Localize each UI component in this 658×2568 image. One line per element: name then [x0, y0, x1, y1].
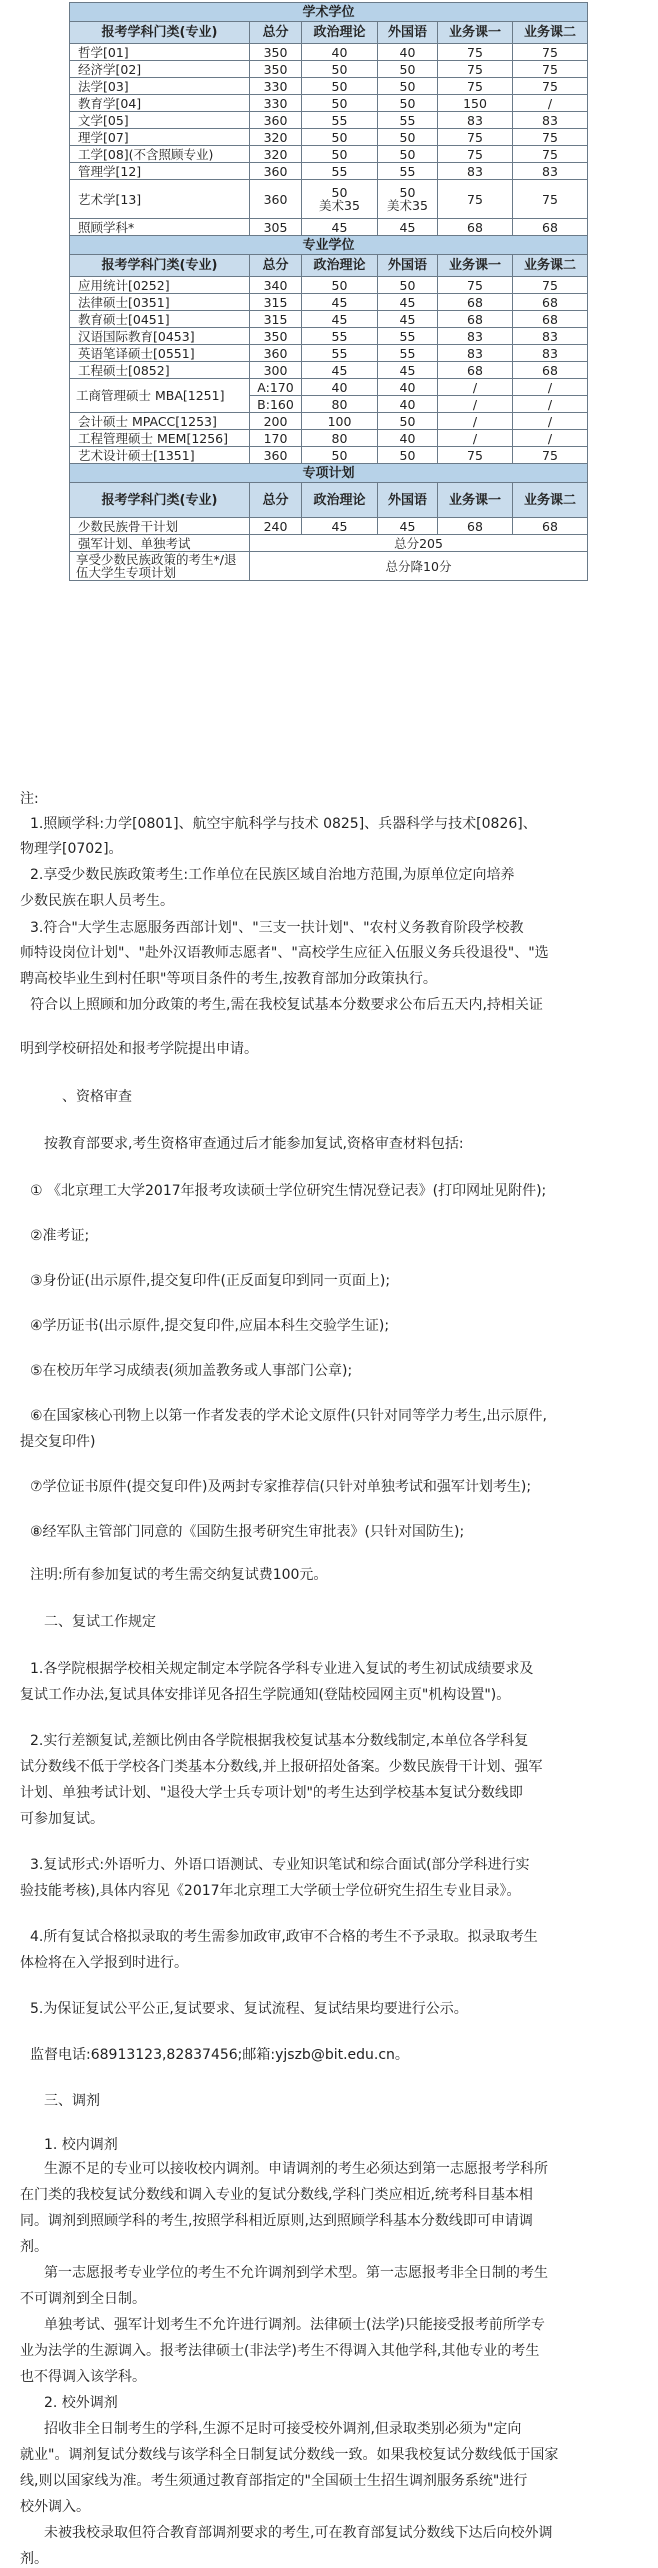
row-category-cell: 法学[03]: [70, 78, 250, 95]
text-line: ③身份证(出示原件,提交复印件(正反面复印到同一页面上);: [30, 1273, 391, 1289]
row-value-cell: 55: [302, 163, 378, 180]
row-category-cell: 工程硕士[0852]: [70, 362, 250, 379]
row-value-cell: 40: [302, 44, 378, 61]
text-line: 业为法学的生源调入。报考法律硕士(非法学)考生不得调入其他学科,其他专业的考生: [20, 2343, 540, 2359]
text-line: 注明:所有参加复试的考生需交纳复试费100元。: [30, 1567, 328, 1583]
row-value-cell: 83: [438, 345, 513, 362]
text-line: 按教育部要求,考生资格审查通过后才能参加复试,资格审查材料包括:: [44, 1136, 464, 1152]
row-value-cell: 75: [513, 129, 588, 146]
row-value-cell: 45: [378, 294, 438, 311]
row-value-cell: 50: [378, 447, 438, 464]
row-value-cell: 50: [378, 146, 438, 163]
text-line: 就业"。调剂复试分数线与该学科全日制复试分数线一致。如果我校复试分数线低于国家: [20, 2447, 559, 2463]
row-value-cell: 75: [513, 78, 588, 95]
row-value-cell: /: [438, 430, 513, 447]
row-value-cell: 360: [250, 345, 302, 362]
table-row: [70, 345, 588, 362]
table-header-row: [70, 483, 588, 518]
row-value-cell: 360: [250, 163, 302, 180]
row-category-cell: 工程管理硕士 MEM[1256]: [70, 430, 250, 447]
text-line: 验技能考核),具体内容见《2017年北京理工大学硕士学位研究生招生专业目录》。: [20, 1883, 521, 1899]
header-cell-course1: 业务课一: [438, 483, 513, 518]
row-value-cell: 75: [438, 44, 513, 61]
row-value-cell: 330: [250, 78, 302, 95]
table-row: [70, 447, 588, 464]
header-cell-total: 总分: [250, 22, 302, 44]
header-cell-total: 总分: [250, 483, 302, 518]
row-category-cell: 汉语国际教育[0453]: [70, 328, 250, 345]
row-value-cell: 340: [250, 277, 302, 294]
text-line: 复试工作办法,复试具体安排详见各招生学院通知(登陆校园网主页"机构设置")。: [20, 1687, 511, 1703]
row-value-cell: 68: [513, 518, 588, 535]
row-value-cell: 55: [378, 163, 438, 180]
row-value-cell: 50: [302, 95, 378, 112]
text-line: 计划、单独考试计划、"退役大学士兵专项计划"的考生达到学校基本复试分数线即: [20, 1785, 523, 1801]
text-line: ⑧经军队主管部门同意的《国防生报考研究生审批表》(只针对国防生);: [30, 1524, 465, 1540]
row-category-cell: 艺术学[13]: [70, 180, 250, 219]
header-cell-politics: 政治理论: [302, 483, 378, 518]
header-cell-total: 总分: [250, 255, 302, 277]
row-category-cell: 工商管理硕士 MBA[1251]: [70, 379, 250, 413]
text-line: 3.复试形式:外语听力、外语口语测试、专业知识笔试和综合面试(部分学科进行实: [30, 1857, 530, 1873]
row-value-cell: 83: [513, 163, 588, 180]
table-header-row: [70, 255, 588, 277]
row-value-cell: 50: [378, 413, 438, 430]
text-line: 在门类的我校复试分数线和调入专业的复试分数线,学科门类应相近,统考科目基本相: [20, 2187, 533, 2203]
text-line: 也不得调入该学科。: [20, 2369, 146, 2385]
row-value-cell: 75: [513, 61, 588, 78]
row-value-cell: 50: [302, 61, 378, 78]
text-line: 剂。: [20, 2551, 48, 2567]
text-line: 未被我校录取但符合教育部调剂要求的考生,可在教育部复试分数线下达后向校外调: [44, 2525, 553, 2541]
row-value-cell: /: [513, 430, 588, 447]
row-value-cell: 100: [302, 413, 378, 430]
header-cell-foreign: 外国语: [378, 22, 438, 44]
text-line: 聘高校毕业生到村任职"等项目条件的考生,按教育部加分政策执行。: [20, 971, 437, 987]
row-value-cell: 45: [378, 311, 438, 328]
row-value-cell: 50: [378, 129, 438, 146]
row-category-cell: 享受少数民族政策的考生*/退伍大学生专项计划: [70, 552, 250, 581]
row-value-cell: 360: [250, 180, 302, 219]
table-row: [70, 78, 588, 95]
table-row: [70, 219, 588, 236]
table-row: [70, 112, 588, 129]
row-value-cell: 170: [250, 430, 302, 447]
row-value-cell: 80: [302, 396, 378, 413]
row-category-cell: 教育学[04]: [70, 95, 250, 112]
row-value-cell: 55: [378, 112, 438, 129]
header-cell-course2: 业务课二: [513, 483, 588, 518]
row-value-cell: 350: [250, 44, 302, 61]
text-line: 1.各学院根据学校相关规定制定本学院各学科专业进入复试的考生初试成绩要求及: [30, 1661, 534, 1677]
row-value-cell: 75: [513, 180, 588, 219]
row-value-cell: 68: [513, 311, 588, 328]
row-value-cell: 40: [378, 379, 438, 396]
score-requirements-table: [69, 2, 588, 581]
row-value-cell: 55: [378, 345, 438, 362]
text-line: 不可调剂到全日制。: [20, 2291, 146, 2307]
row-value-cell: 50 美术35: [378, 180, 438, 219]
row-value-cell: 68: [438, 362, 513, 379]
row-category-cell: 文学[05]: [70, 112, 250, 129]
row-value-cell: 68: [513, 219, 588, 236]
row-value-cell: 240: [250, 518, 302, 535]
text-line: 生源不足的专业可以接收校内调剂。申请调剂的考生必须达到第一志愿报考学科所: [44, 2161, 548, 2177]
score-table-container: [69, 2, 587, 581]
text-line: 师特设岗位计划"、"赴外汉语教师志愿者"、"高校学生应征入伍服义务兵役退役"、"选: [20, 945, 549, 961]
text-line: 二、复试工作规定: [44, 1614, 156, 1630]
row-category-cell: 法律硕士[0351]: [70, 294, 250, 311]
header-cell-foreign: 外国语: [378, 255, 438, 277]
row-value-cell: 75: [438, 61, 513, 78]
row-value-cell: 75: [438, 277, 513, 294]
row-category-cell: 应用统计[0252]: [70, 277, 250, 294]
row-value-cell: 68: [438, 294, 513, 311]
row-value-cell: /: [513, 95, 588, 112]
table-row: [70, 163, 588, 180]
section-professional: [70, 236, 588, 255]
text-line: 明到学校研招处和报考学院提出申请。: [20, 1041, 258, 1057]
table-row: [70, 294, 588, 311]
row-value-cell: 75: [438, 447, 513, 464]
table-row: [70, 146, 588, 163]
row-value-cell: 45: [302, 294, 378, 311]
row-value-cell: /: [513, 379, 588, 396]
section-title: 专项计划: [70, 464, 588, 483]
row-category-cell: 工学[08](不含照顾专业): [70, 146, 250, 163]
row-value-cell: 55: [378, 328, 438, 345]
header-cell-course1: 业务课一: [438, 255, 513, 277]
row-value-cell: 320: [250, 129, 302, 146]
row-value-cell: 360: [250, 447, 302, 464]
row-value-cell: 68: [438, 311, 513, 328]
text-line: 校外调入。: [20, 2499, 90, 2515]
text-line: 体检将在入学报到时进行。: [20, 1955, 188, 1971]
text-line: 提交复印件): [20, 1434, 96, 1450]
table-row: [70, 180, 588, 219]
text-line: 三、调剂: [44, 2093, 100, 2109]
text-line: 第一志愿报考专业学位的考生不允许调剂到学术型。第一志愿报考非全日制的考生: [44, 2265, 548, 2281]
row-value-cell: 45: [302, 311, 378, 328]
row-value-cell: 40: [378, 44, 438, 61]
header-cell-category: 报考学科门类(专业): [70, 255, 250, 277]
row-value-cell: 40: [378, 430, 438, 447]
row-value-cell: 50: [302, 129, 378, 146]
row-value-cell: 45: [378, 219, 438, 236]
score-table-body: [70, 3, 588, 581]
section-title: 学术学位: [70, 3, 588, 22]
row-value-cell: 75: [438, 146, 513, 163]
text-line: ① 《北京理工大学2017年报考攻读硕士学位研究生情况登记表》(打印网址见附件);: [30, 1183, 547, 1199]
row-value-cell: 80: [302, 430, 378, 447]
row-value-cell: 55: [302, 328, 378, 345]
row-value-cell: 83: [438, 328, 513, 345]
text-line: ⑤在校历年学习成绩表(须加盖教务或人事部门公章);: [30, 1363, 353, 1379]
row-value-cell: 50: [378, 61, 438, 78]
header-cell-category: 报考学科门类(专业): [70, 22, 250, 44]
text-line: 注:: [20, 791, 39, 807]
row-value-cell: 50: [302, 146, 378, 163]
table-row: [70, 277, 588, 294]
row-category-cell: 艺术设计硕士[1351]: [70, 447, 250, 464]
text-line: 1. 校内调剂: [44, 2137, 118, 2153]
row-value-cell: 45: [302, 518, 378, 535]
row-value-cell: B:160: [250, 396, 302, 413]
text-line: ②准考证;: [30, 1228, 90, 1244]
text-line: ④学历证书(出示原件,提交复印件,应届本科生交验学生证);: [30, 1318, 390, 1334]
row-value-cell: 55: [302, 345, 378, 362]
row-value-cell: 360: [250, 112, 302, 129]
text-line: 2.享受少数民族政策考生:工作单位在民族区域自治地方范围,为原单位定向培养: [30, 867, 515, 883]
row-value-cell: 305: [250, 219, 302, 236]
row-value-cell: 68: [513, 362, 588, 379]
text-line: 、资格审查: [62, 1089, 132, 1105]
row-value-cell: 75: [438, 78, 513, 95]
table-row: [70, 413, 588, 430]
table-row: [70, 430, 588, 447]
row-value-cell: 350: [250, 61, 302, 78]
table-row-merged: [70, 535, 588, 552]
row-value-cell: 50: [302, 78, 378, 95]
text-line: 5.为保证复试公平公正,复试要求、复试流程、复试结果均要进行公示。: [30, 2001, 468, 2017]
text-line: 招收非全日制考生的学科,生源不足时可接受校外调剂,但录取类别必须为"定向: [44, 2421, 522, 2437]
row-value-cell: A:170: [250, 379, 302, 396]
table-row: [70, 129, 588, 146]
table-row: [70, 61, 588, 78]
row-value-cell: 83: [513, 112, 588, 129]
header-cell-course1: 业务课一: [438, 22, 513, 44]
row-value-cell: /: [438, 379, 513, 396]
row-value-cell: /: [513, 413, 588, 430]
table-row: [70, 311, 588, 328]
row-value-cell: 350: [250, 328, 302, 345]
row-value-cell: 45: [302, 362, 378, 379]
text-line: 2.实行差额复试,差额比例由各学院根据我校复试基本分数线制定,本单位各学科复: [30, 1733, 529, 1749]
row-value-cell: 315: [250, 294, 302, 311]
row-category-cell: 管理学[12]: [70, 163, 250, 180]
row-category-cell: 照顾学科*: [70, 219, 250, 236]
table-row: [70, 95, 588, 112]
row-value-cell: 40: [302, 379, 378, 396]
text-line: 4.所有复试合格拟录取的考生需参加政审,政审不合格的考生不予录取。拟录取考生: [30, 1929, 538, 1945]
table-row: [70, 44, 588, 61]
table-row: [70, 518, 588, 535]
text-line: 可参加复试。: [20, 1811, 104, 1827]
row-value-cell: 45: [378, 362, 438, 379]
row-value-cell: 68: [513, 294, 588, 311]
row-value-cell: 300: [250, 362, 302, 379]
header-cell-course2: 业务课二: [513, 22, 588, 44]
row-category-cell: 哲学[01]: [70, 44, 250, 61]
row-value-cell: 50: [302, 447, 378, 464]
row-value-cell: 75: [513, 447, 588, 464]
table-row-mba-a: [70, 379, 588, 396]
header-cell-category: 报考学科门类(专业): [70, 483, 250, 518]
text-line: 少数民族在职人员考生。: [20, 893, 174, 909]
text-line: 同。调剂到照顾学科的考生,按照学科相近原则,达到照顾学科基本分数线即可申请调: [20, 2213, 533, 2229]
row-value-cell: 150: [438, 95, 513, 112]
header-cell-foreign: 外国语: [378, 483, 438, 518]
row-value-cell: 75: [513, 277, 588, 294]
row-category-cell: 少数民族骨干计划: [70, 518, 250, 535]
row-category-cell: 英语笔译硕士[0551]: [70, 345, 250, 362]
row-value-cell: 315: [250, 311, 302, 328]
row-value-cell: 55: [302, 112, 378, 129]
row-value-cell: 83: [438, 163, 513, 180]
row-value-cell: 83: [438, 112, 513, 129]
row-value-cell: 68: [438, 518, 513, 535]
row-merged-value-cell: 总分205: [250, 535, 588, 552]
row-value-cell: 50 美术35: [302, 180, 378, 219]
row-category-cell: 教育硕士[0451]: [70, 311, 250, 328]
row-value-cell: /: [438, 413, 513, 430]
row-value-cell: /: [513, 396, 588, 413]
row-value-cell: 50: [378, 95, 438, 112]
table-header-row: [70, 22, 588, 44]
row-value-cell: 320: [250, 146, 302, 163]
header-cell-politics: 政治理论: [302, 22, 378, 44]
row-category-cell: 理学[07]: [70, 129, 250, 146]
header-cell-course2: 业务课二: [513, 255, 588, 277]
text-line: ⑥在国家核心刊物上以第一作者发表的学术论文原件(只针对同等学力考生,出示原件,: [30, 1408, 547, 1424]
row-value-cell: /: [438, 396, 513, 413]
section-academic: [70, 3, 588, 22]
table-row-merged: [70, 552, 588, 581]
row-value-cell: 75: [438, 180, 513, 219]
row-value-cell: 45: [378, 518, 438, 535]
row-value-cell: 200: [250, 413, 302, 430]
text-line: 监督电话:68913123,82837456;邮箱:yjszb@bit.edu.cn。: [30, 2047, 409, 2063]
text-line: 1.照顾学科:力学[0801]、航空宇航科学与技术 0825]、兵器科学与技术[0826]、: [30, 816, 537, 832]
row-category-cell: 会计硕士 MPACC[1253]: [70, 413, 250, 430]
text-line: 试分数线不低于学校各门类基本分数线,并上报研招处备案。少数民族骨干计划、强军: [20, 1759, 543, 1775]
row-merged-value-cell: 总分降10分: [250, 552, 588, 581]
row-value-cell: 83: [513, 328, 588, 345]
text-line: 2. 校外调剂: [44, 2395, 118, 2411]
row-value-cell: 75: [513, 146, 588, 163]
row-value-cell: 68: [438, 219, 513, 236]
text-line: ⑦学位证书原件(提交复印件)及两封专家推荐信(只针对单独考试和强军计划考生);: [30, 1479, 532, 1495]
row-value-cell: 45: [302, 219, 378, 236]
section-title: 专业学位: [70, 236, 588, 255]
table-row: [70, 328, 588, 345]
row-value-cell: 75: [438, 129, 513, 146]
row-value-cell: 330: [250, 95, 302, 112]
table-row: [70, 362, 588, 379]
row-value-cell: 40: [378, 396, 438, 413]
text-line: 剂。: [20, 2239, 48, 2255]
text-line: 单独考试、强军计划考生不允许进行调剂。法律硕士(法学)只能接受报考前所学专: [44, 2317, 545, 2333]
row-value-cell: 50: [378, 78, 438, 95]
text-line: 符合以上照顾和加分政策的考生,需在我校复试基本分数要求公布后五天内,持相关证: [30, 997, 543, 1013]
row-value-cell: 50: [378, 277, 438, 294]
row-value-cell: 75: [513, 44, 588, 61]
header-cell-politics: 政治理论: [302, 255, 378, 277]
row-category-cell: 强军计划、单独考试: [70, 535, 250, 552]
row-value-cell: 83: [513, 345, 588, 362]
section-special: [70, 464, 588, 483]
text-line: 线,则以国家线为准。考生须通过教育部指定的"全国硕士生招生调剂服务系统"进行: [20, 2473, 528, 2489]
row-category-cell: 经济学[02]: [70, 61, 250, 78]
row-value-cell: 50: [302, 277, 378, 294]
text-line: 物理学[0702]。: [20, 841, 123, 857]
text-line: 3.符合"大学生志愿服务西部计划"、"三支一扶计划"、"农村义务教育阶段学校教: [30, 920, 524, 936]
